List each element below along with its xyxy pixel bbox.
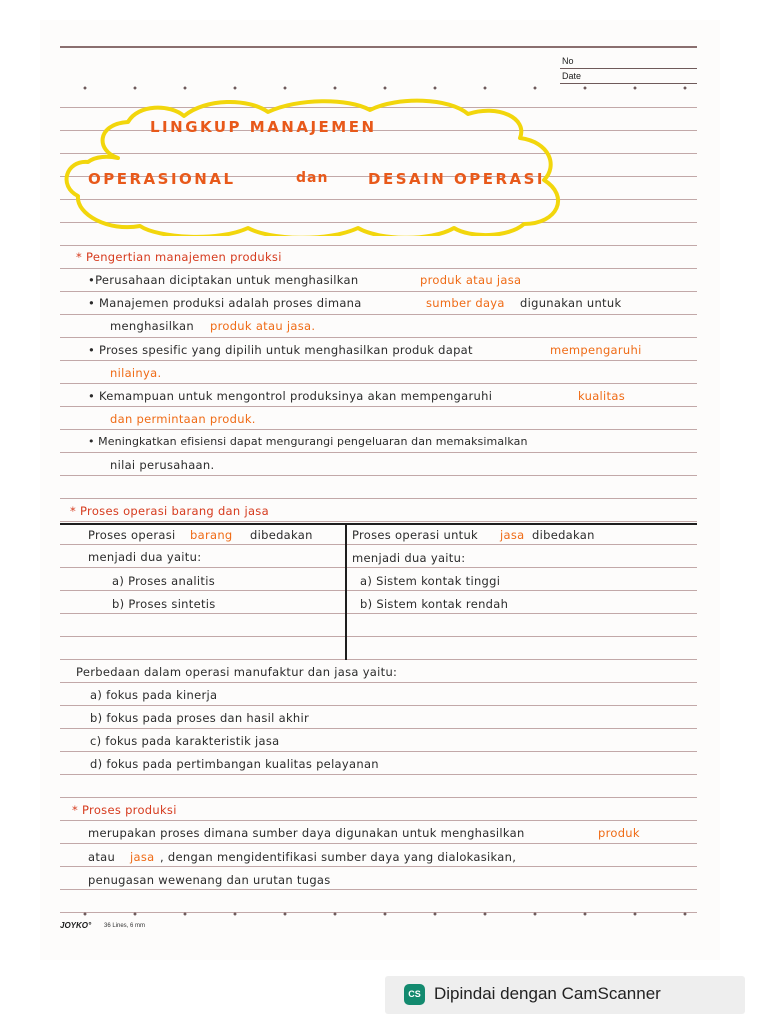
top-rule (60, 46, 697, 48)
s1-bullet3-highlight: mempengaruhi (550, 343, 642, 357)
s2-right-line1: Proses operasi untuk (352, 528, 479, 542)
title-desain-operasi: DESAIN OPERASI (368, 170, 546, 188)
s1-bullet2-line2: menghasilkan (110, 319, 194, 333)
title-line-1: LINGKUP MANAJEMEN (150, 118, 377, 136)
s1-bullet2: • Manajemen produksi adalah proses dimana (88, 296, 362, 310)
section4-heading: * Proses produksi (72, 803, 177, 817)
s2-right-item-b: b) Sistem kontak rendah (360, 597, 509, 611)
date-underline (560, 83, 697, 84)
s2-right-line2: menjadi dua yaitu: (352, 551, 466, 565)
s4-line2-start: atau (88, 850, 116, 864)
s3-item-a: a) fokus pada kinerja (90, 688, 218, 702)
s2-left-line1-cont: dibedakan (250, 528, 313, 542)
s1-bullet4-line2: dan permintaan produk. (110, 412, 256, 426)
s3-item-b: b) fokus pada proses dan hasil akhir (90, 711, 310, 725)
s1-bullet1: •Perusahaan diciptakan untuk menghasilkan (88, 273, 359, 287)
camscanner-text: Dipindai dengan CamScanner (434, 984, 661, 1003)
s3-item-c: c) fokus pada karakteristik jasa (90, 734, 280, 748)
s2-left-item-a: a) Proses analitis (112, 574, 216, 588)
joyko-logo: JOYKO° (60, 921, 92, 930)
s1-bullet4: • Kemampuan untuk mengontrol produksinya akan mempengaruhi (88, 389, 493, 403)
s4-line2-highlight: jasa (130, 850, 155, 864)
s4-line3: penugasan wewenang dan urutan tugas (88, 873, 331, 887)
s1-bullet5-line2: nilai perusahaan. (110, 458, 215, 472)
date-label: Date (562, 71, 582, 81)
s3-item-d: d) fokus pada pertimbangan kualitas pelayanan (90, 757, 379, 771)
s2-left-line1: Proses operasi (88, 528, 176, 542)
table-top-rule (60, 523, 697, 525)
s1-bullet2-cont: digunakan untuk (520, 296, 622, 310)
s1-bullet2-highlight: sumber daya (426, 296, 505, 310)
bottom-dot-rule (60, 912, 697, 916)
camscanner-icon: CS (404, 984, 425, 1005)
s1-bullet3: • Proses spesific yang dipilih untuk menghasilkan produk dapat (88, 343, 473, 357)
section1-heading: * Pengertian manajemen produksi (76, 250, 282, 264)
s4-line1: merupakan proses dimana sumber daya digunakan untuk menghasilkan (88, 826, 525, 840)
s2-right-line1-cont: dibedakan (532, 528, 595, 542)
s1-bullet2-line2-highlight: produk atau jasa. (210, 319, 316, 333)
dot-rule (60, 86, 697, 90)
s4-line2-cont: , dengan mengidentifikasi sumber daya yang dialokasikan, (160, 850, 517, 864)
title-operasional: OPERASIONAL (88, 170, 236, 188)
no-underline (560, 68, 697, 69)
s3-intro: Perbedaan dalam operasi manufaktur dan jasa yaitu: (76, 665, 398, 679)
s2-right-item-a: a) Sistem kontak tinggi (360, 574, 501, 588)
title-cloud-outline (58, 96, 578, 236)
title-dan: dan (296, 170, 329, 186)
section2-heading: * Proses operasi barang dan jasa (70, 504, 269, 518)
s2-left-item-b: b) Proses sintetis (112, 597, 216, 611)
s2-left-highlight: barang (190, 528, 233, 542)
s2-right-highlight: jasa (500, 528, 525, 542)
table-divider (345, 525, 347, 660)
s1-bullet3-line2: nilainya. (110, 366, 162, 380)
s1-bullet1-highlight: produk atau jasa (420, 273, 522, 287)
s4-line1-highlight: produk (598, 826, 640, 840)
s1-bullet4-highlight: kualitas (578, 389, 625, 403)
paper-spec: 36 Lines, 6 mm (104, 923, 146, 929)
s1-bullet5: • Meningkatkan efisiensi dapat mengurangi pengeluaran dan memaksimalkan (88, 435, 528, 448)
s2-left-line2: menjadi dua yaitu: (88, 550, 202, 564)
no-label: No (562, 56, 574, 66)
